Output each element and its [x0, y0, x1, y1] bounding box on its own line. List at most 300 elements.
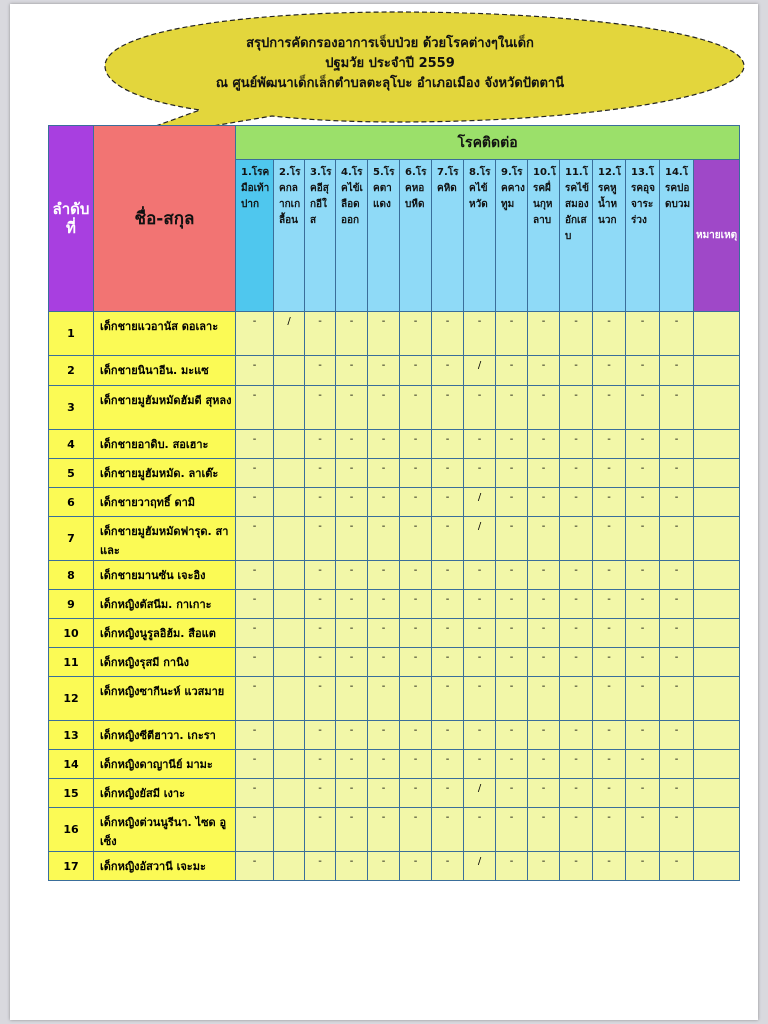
disease-mark-cell: - — [464, 561, 496, 590]
disease-mark-cell: - — [560, 677, 593, 721]
disease-mark-cell: - — [626, 386, 660, 430]
disease-mark-cell: - — [432, 721, 464, 750]
disease-mark-cell: - — [336, 561, 368, 590]
disease-mark-cell: - — [496, 430, 528, 459]
disease-mark-cell: - — [236, 648, 274, 677]
disease-mark-cell: - — [432, 750, 464, 779]
student-name: เด็กชายนินาอีน. มะแซ — [94, 356, 236, 386]
disease-mark-cell: - — [660, 619, 694, 648]
disease-mark-cell: - — [464, 386, 496, 430]
disease-mark-cell: - — [660, 779, 694, 808]
row-number: 17 — [49, 852, 94, 881]
disease-mark-cell: - — [336, 488, 368, 517]
table-row — [49, 721, 740, 750]
disease-mark-cell: - — [593, 779, 626, 808]
table-row — [49, 590, 740, 619]
disease-mark-cell — [274, 430, 305, 459]
title-line-2: ปฐมวัย ประจำปี 2559 — [325, 56, 455, 71]
disease-mark-cell: - — [464, 459, 496, 488]
student-name: เด็กชายมูฮัมหมัดฟารุด. สาและ — [94, 517, 236, 561]
disease-mark-cell: - — [528, 619, 560, 648]
disease-mark-cell: - — [528, 561, 560, 590]
disease-mark-cell: - — [236, 517, 274, 561]
note-cell — [694, 312, 740, 356]
row-number: 12 — [49, 677, 94, 721]
disease-mark-cell: - — [496, 648, 528, 677]
title-line-3: ณ ศูนย์พัฒนาเด็กเล็กตำบลตะลุโบะ อำเภอเมือง จังหวัดปัตตานี — [215, 76, 565, 91]
disease-mark-cell: - — [496, 356, 528, 386]
disease-mark-cell — [274, 677, 305, 721]
disease-mark-cell: - — [560, 750, 593, 779]
disease-mark-cell: - — [528, 721, 560, 750]
disease-mark-cell: - — [560, 356, 593, 386]
disease-mark-cell: - — [560, 517, 593, 561]
disease-mark-cell: - — [368, 386, 400, 430]
disease-mark-cell: - — [432, 386, 464, 430]
disease-mark-cell: - — [336, 750, 368, 779]
disease-mark-cell: - — [528, 750, 560, 779]
disease-header-7: 7.โรคหิด — [432, 160, 464, 312]
disease-mark-cell: / — [274, 312, 305, 356]
row-number: 15 — [49, 779, 94, 808]
disease-mark-cell — [274, 488, 305, 517]
disease-mark-cell: - — [336, 312, 368, 356]
disease-mark-cell: - — [400, 430, 432, 459]
disease-mark-cell: - — [660, 459, 694, 488]
disease-mark-cell: - — [496, 852, 528, 881]
disease-mark-cell: - — [432, 561, 464, 590]
table-row — [49, 779, 740, 808]
disease-mark-cell: - — [336, 677, 368, 721]
disease-header-1: 1.โรคมือเท้าปาก — [236, 160, 274, 312]
disease-mark-cell: - — [305, 386, 336, 430]
disease-mark-cell: - — [660, 648, 694, 677]
disease-mark-cell: - — [626, 779, 660, 808]
note-cell — [694, 459, 740, 488]
disease-mark-cell: - — [464, 648, 496, 677]
disease-mark-cell: - — [496, 779, 528, 808]
disease-mark-cell: - — [305, 561, 336, 590]
disease-header-13: 13.โรคอุจจาระร่วง — [626, 160, 660, 312]
disease-mark-cell — [274, 648, 305, 677]
disease-mark-cell: - — [560, 852, 593, 881]
disease-mark-cell: - — [560, 590, 593, 619]
disease-mark-cell — [274, 386, 305, 430]
row-number: 11 — [49, 648, 94, 677]
note-header: หมายเหตุ — [694, 160, 740, 312]
table-row — [49, 619, 740, 648]
document-page — [10, 4, 758, 1020]
note-cell — [694, 561, 740, 590]
disease-mark-cell: - — [593, 312, 626, 356]
disease-mark-cell: - — [496, 561, 528, 590]
disease-mark-cell: - — [236, 852, 274, 881]
disease-mark-cell: - — [368, 779, 400, 808]
disease-mark-cell: - — [528, 430, 560, 459]
disease-mark-cell: - — [305, 356, 336, 386]
disease-mark-cell: - — [336, 430, 368, 459]
disease-mark-cell — [274, 852, 305, 881]
disease-mark-cell: - — [496, 488, 528, 517]
student-name: เด็กชายมูฮัมหมัด. ลาเต๊ะ — [94, 459, 236, 488]
student-name: เด็กชายมานซัน เจะอิง — [94, 561, 236, 590]
disease-mark-cell: - — [400, 677, 432, 721]
note-cell — [694, 648, 740, 677]
disease-mark-cell: - — [660, 590, 694, 619]
table-row — [49, 356, 740, 386]
disease-mark-cell: - — [593, 590, 626, 619]
disease-mark-cell: - — [400, 648, 432, 677]
disease-mark-cell: - — [660, 430, 694, 459]
disease-mark-cell: - — [560, 459, 593, 488]
row-number: 2 — [49, 356, 94, 386]
disease-mark-cell: - — [464, 430, 496, 459]
disease-mark-cell: - — [560, 648, 593, 677]
disease-mark-cell: - — [560, 619, 593, 648]
student-name: เด็กหญิงต่วนนูรีนา. ไซด อูเซ็ง — [94, 808, 236, 852]
disease-mark-cell: - — [305, 312, 336, 356]
disease-mark-cell: - — [528, 312, 560, 356]
note-cell — [694, 386, 740, 430]
disease-mark-cell: - — [336, 721, 368, 750]
disease-mark-cell: - — [626, 721, 660, 750]
disease-header-9: 9.โรคคางทูม — [496, 160, 528, 312]
disease-mark-cell: - — [464, 721, 496, 750]
disease-mark-cell: - — [400, 750, 432, 779]
disease-mark-cell: - — [236, 488, 274, 517]
disease-mark-cell: - — [305, 750, 336, 779]
disease-mark-cell: - — [400, 488, 432, 517]
disease-mark-cell: - — [400, 721, 432, 750]
row-number: 6 — [49, 488, 94, 517]
disease-mark-cell: - — [432, 852, 464, 881]
disease-mark-cell: - — [336, 808, 368, 852]
disease-mark-cell: - — [593, 677, 626, 721]
disease-mark-cell: - — [368, 808, 400, 852]
disease-mark-cell: - — [464, 750, 496, 779]
disease-mark-cell — [274, 561, 305, 590]
disease-mark-cell: - — [593, 619, 626, 648]
note-cell — [694, 808, 740, 852]
disease-mark-cell: - — [528, 590, 560, 619]
table-row — [49, 517, 740, 561]
disease-mark-cell: - — [432, 488, 464, 517]
disease-mark-cell — [274, 808, 305, 852]
note-cell — [694, 619, 740, 648]
row-number: 8 — [49, 561, 94, 590]
disease-mark-cell: - — [236, 721, 274, 750]
disease-header-3: 3.โรคอีสุกอีใส — [305, 160, 336, 312]
disease-mark-cell: - — [368, 677, 400, 721]
disease-mark-cell: - — [626, 459, 660, 488]
disease-mark-cell: - — [593, 459, 626, 488]
disease-mark-cell: - — [236, 459, 274, 488]
disease-mark-cell: - — [305, 459, 336, 488]
disease-mark-cell: - — [528, 648, 560, 677]
disease-mark-cell: - — [400, 517, 432, 561]
student-name: เด็กหญิงซีตีฮาวา. เกะรา — [94, 721, 236, 750]
disease-mark-cell: - — [464, 808, 496, 852]
disease-mark-cell: - — [464, 677, 496, 721]
disease-mark-cell: - — [660, 386, 694, 430]
disease-mark-cell: - — [305, 808, 336, 852]
disease-mark-cell: - — [368, 590, 400, 619]
disease-mark-cell: - — [593, 561, 626, 590]
disease-mark-cell: - — [236, 750, 274, 779]
disease-mark-cell: - — [336, 852, 368, 881]
disease-mark-cell: / — [464, 488, 496, 517]
disease-mark-cell — [274, 590, 305, 619]
disease-mark-cell: - — [305, 430, 336, 459]
disease-mark-cell: - — [528, 488, 560, 517]
table-row — [49, 430, 740, 459]
row-number: 14 — [49, 750, 94, 779]
student-name: เด็กชายวาฤทธิ์ ดามิ — [94, 488, 236, 517]
disease-mark-cell: - — [400, 459, 432, 488]
disease-mark-cell: - — [400, 779, 432, 808]
disease-mark-cell: - — [400, 356, 432, 386]
screening-table — [48, 125, 740, 881]
disease-mark-cell — [274, 619, 305, 648]
disease-header-11: 11.โรคไข้สมองอักเสบ — [560, 160, 593, 312]
disease-mark-cell: - — [496, 619, 528, 648]
disease-mark-cell: - — [528, 386, 560, 430]
disease-mark-cell: - — [305, 619, 336, 648]
row-number: 9 — [49, 590, 94, 619]
note-cell — [694, 721, 740, 750]
disease-mark-cell: - — [432, 648, 464, 677]
disease-mark-cell — [274, 779, 305, 808]
disease-mark-cell: - — [400, 312, 432, 356]
disease-mark-cell: - — [400, 808, 432, 852]
disease-mark-cell: - — [368, 561, 400, 590]
table-row — [49, 561, 740, 590]
disease-mark-cell — [274, 721, 305, 750]
disease-mark-cell: - — [626, 517, 660, 561]
disease-mark-cell: - — [626, 852, 660, 881]
disease-mark-cell: - — [236, 430, 274, 459]
disease-header-4: 4.โรคไข้เลือดออก — [336, 160, 368, 312]
disease-mark-cell: - — [464, 590, 496, 619]
row-number: 4 — [49, 430, 94, 459]
disease-mark-cell: - — [432, 677, 464, 721]
disease-mark-cell: - — [626, 312, 660, 356]
disease-mark-cell: - — [560, 430, 593, 459]
disease-mark-cell: - — [560, 561, 593, 590]
disease-mark-cell: - — [305, 852, 336, 881]
disease-mark-cell: - — [660, 517, 694, 561]
disease-mark-cell: - — [626, 488, 660, 517]
disease-mark-cell: - — [236, 590, 274, 619]
disease-header-8: 8.โรคไข้หวัด — [464, 160, 496, 312]
student-name: เด็กหญิงยัสมี เงาะ — [94, 779, 236, 808]
table-row — [49, 488, 740, 517]
disease-mark-cell: - — [368, 721, 400, 750]
disease-mark-cell: - — [432, 430, 464, 459]
disease-mark-cell: - — [432, 517, 464, 561]
disease-mark-cell — [274, 517, 305, 561]
disease-mark-cell: - — [368, 430, 400, 459]
disease-mark-cell: - — [626, 808, 660, 852]
student-name: เด็กหญิงดาญานีย์ มามะ — [94, 750, 236, 779]
disease-mark-cell: - — [336, 356, 368, 386]
disease-mark-cell: - — [660, 312, 694, 356]
disease-mark-cell: - — [496, 312, 528, 356]
disease-mark-cell: - — [432, 356, 464, 386]
disease-header-10: 10.โรคผื่นกุหลาบ — [528, 160, 560, 312]
disease-mark-cell: - — [496, 459, 528, 488]
disease-mark-cell: - — [626, 430, 660, 459]
disease-mark-cell: - — [528, 517, 560, 561]
disease-mark-cell: - — [432, 619, 464, 648]
disease-mark-cell: - — [336, 779, 368, 808]
disease-header-6: 6.โรคหอบหืด — [400, 160, 432, 312]
table-row — [49, 808, 740, 852]
disease-mark-cell: - — [432, 312, 464, 356]
table-row — [49, 677, 740, 721]
disease-mark-cell: - — [368, 488, 400, 517]
note-cell — [694, 852, 740, 881]
disease-mark-cell: - — [560, 721, 593, 750]
disease-mark-cell: - — [336, 386, 368, 430]
disease-mark-cell: - — [432, 779, 464, 808]
student-name: เด็กชายแวอานัส ดอเลาะ — [94, 312, 236, 356]
student-name: เด็กชายอาดิบ. สอเฮาะ — [94, 430, 236, 459]
disease-mark-cell: - — [626, 590, 660, 619]
disease-mark-cell: - — [593, 488, 626, 517]
disease-mark-cell: - — [305, 721, 336, 750]
disease-mark-cell: - — [660, 808, 694, 852]
disease-mark-cell: - — [236, 386, 274, 430]
student-name: เด็กหญิงซากีนะห์ แวสมาย — [94, 677, 236, 721]
disease-header-5: 5.โรคตาแดง — [368, 160, 400, 312]
disease-mark-cell: - — [432, 459, 464, 488]
disease-mark-cell: - — [336, 590, 368, 619]
communicable-disease-header: โรคติดต่อ — [236, 126, 740, 160]
disease-mark-cell: - — [528, 779, 560, 808]
row-number: 1 — [49, 312, 94, 356]
disease-mark-cell: - — [528, 852, 560, 881]
table-row — [49, 386, 740, 430]
disease-mark-cell: / — [464, 517, 496, 561]
disease-mark-cell: - — [660, 852, 694, 881]
disease-mark-cell: - — [560, 488, 593, 517]
student-name: เด็กหญิงนูรูลอิฮ้ม. สือแต — [94, 619, 236, 648]
disease-mark-cell: - — [368, 648, 400, 677]
disease-header-14: 14.โรคปอดบวม — [660, 160, 694, 312]
student-name: เด็กหญิงตัสนีม. กาเกาะ — [94, 590, 236, 619]
disease-mark-cell: - — [496, 721, 528, 750]
disease-mark-cell: - — [593, 356, 626, 386]
disease-mark-cell: - — [496, 386, 528, 430]
disease-mark-cell: - — [496, 590, 528, 619]
disease-mark-cell: - — [593, 750, 626, 779]
disease-mark-cell: - — [368, 517, 400, 561]
disease-mark-cell: - — [626, 561, 660, 590]
disease-mark-cell: - — [236, 312, 274, 356]
disease-mark-cell: - — [432, 808, 464, 852]
row-number: 13 — [49, 721, 94, 750]
disease-mark-cell: - — [368, 312, 400, 356]
disease-mark-cell: - — [660, 356, 694, 386]
disease-mark-cell: - — [305, 677, 336, 721]
disease-mark-cell: - — [336, 648, 368, 677]
note-cell — [694, 356, 740, 386]
row-number: 5 — [49, 459, 94, 488]
row-number: 3 — [49, 386, 94, 430]
disease-mark-cell: - — [496, 750, 528, 779]
disease-mark-cell: - — [660, 488, 694, 517]
disease-mark-cell: - — [305, 648, 336, 677]
note-cell — [694, 488, 740, 517]
disease-mark-cell: - — [560, 808, 593, 852]
disease-mark-cell: - — [368, 356, 400, 386]
table-row — [49, 750, 740, 779]
disease-mark-cell: - — [593, 430, 626, 459]
disease-mark-cell: - — [626, 648, 660, 677]
disease-mark-cell: - — [305, 590, 336, 619]
disease-header-12: 12.โรคหูน้ำหนวก — [593, 160, 626, 312]
disease-mark-cell: - — [528, 677, 560, 721]
disease-mark-cell: - — [236, 561, 274, 590]
note-cell — [694, 430, 740, 459]
student-name: เด็กชายมูฮัมหมัดฮัมดี สุหลง — [94, 386, 236, 430]
row-number: 16 — [49, 808, 94, 852]
student-name: เด็กหญิงอัสวานี เจะมะ — [94, 852, 236, 881]
title-line-1: สรุปการคัดกรองอาการเจ็บป่วย ด้วยโรคต่างๆในเด็ก — [246, 36, 534, 51]
disease-mark-cell: - — [236, 356, 274, 386]
disease-mark-cell: - — [528, 808, 560, 852]
disease-mark-cell: - — [336, 517, 368, 561]
disease-mark-cell: - — [236, 619, 274, 648]
disease-mark-cell: - — [560, 312, 593, 356]
disease-mark-cell: - — [593, 852, 626, 881]
disease-mark-cell: - — [368, 459, 400, 488]
disease-mark-cell: / — [464, 356, 496, 386]
disease-mark-cell: - — [626, 619, 660, 648]
disease-mark-cell — [274, 356, 305, 386]
disease-mark-cell: - — [305, 517, 336, 561]
disease-mark-cell: - — [593, 721, 626, 750]
disease-mark-cell: - — [368, 619, 400, 648]
note-cell — [694, 517, 740, 561]
disease-mark-cell: - — [660, 677, 694, 721]
disease-mark-cell: / — [464, 779, 496, 808]
disease-mark-cell: - — [400, 561, 432, 590]
disease-mark-cell: - — [400, 386, 432, 430]
disease-mark-cell: - — [305, 779, 336, 808]
disease-mark-cell: - — [660, 721, 694, 750]
disease-mark-cell: - — [400, 590, 432, 619]
disease-mark-cell: - — [464, 312, 496, 356]
disease-mark-cell: - — [528, 356, 560, 386]
disease-mark-cell: - — [368, 750, 400, 779]
disease-mark-cell: - — [660, 561, 694, 590]
order-header: ลำดับที่ — [49, 126, 94, 312]
table-row — [49, 852, 740, 881]
disease-mark-cell: - — [400, 619, 432, 648]
report-title — [160, 34, 620, 94]
disease-mark-cell: - — [593, 648, 626, 677]
note-cell — [694, 750, 740, 779]
disease-mark-cell: - — [560, 779, 593, 808]
disease-mark-cell: - — [560, 386, 593, 430]
disease-header-2: 2.โรคกลากเกลื้อน — [274, 160, 305, 312]
disease-mark-cell: / — [464, 852, 496, 881]
disease-mark-cell: - — [626, 750, 660, 779]
disease-mark-cell: - — [236, 779, 274, 808]
disease-mark-cell: - — [593, 386, 626, 430]
